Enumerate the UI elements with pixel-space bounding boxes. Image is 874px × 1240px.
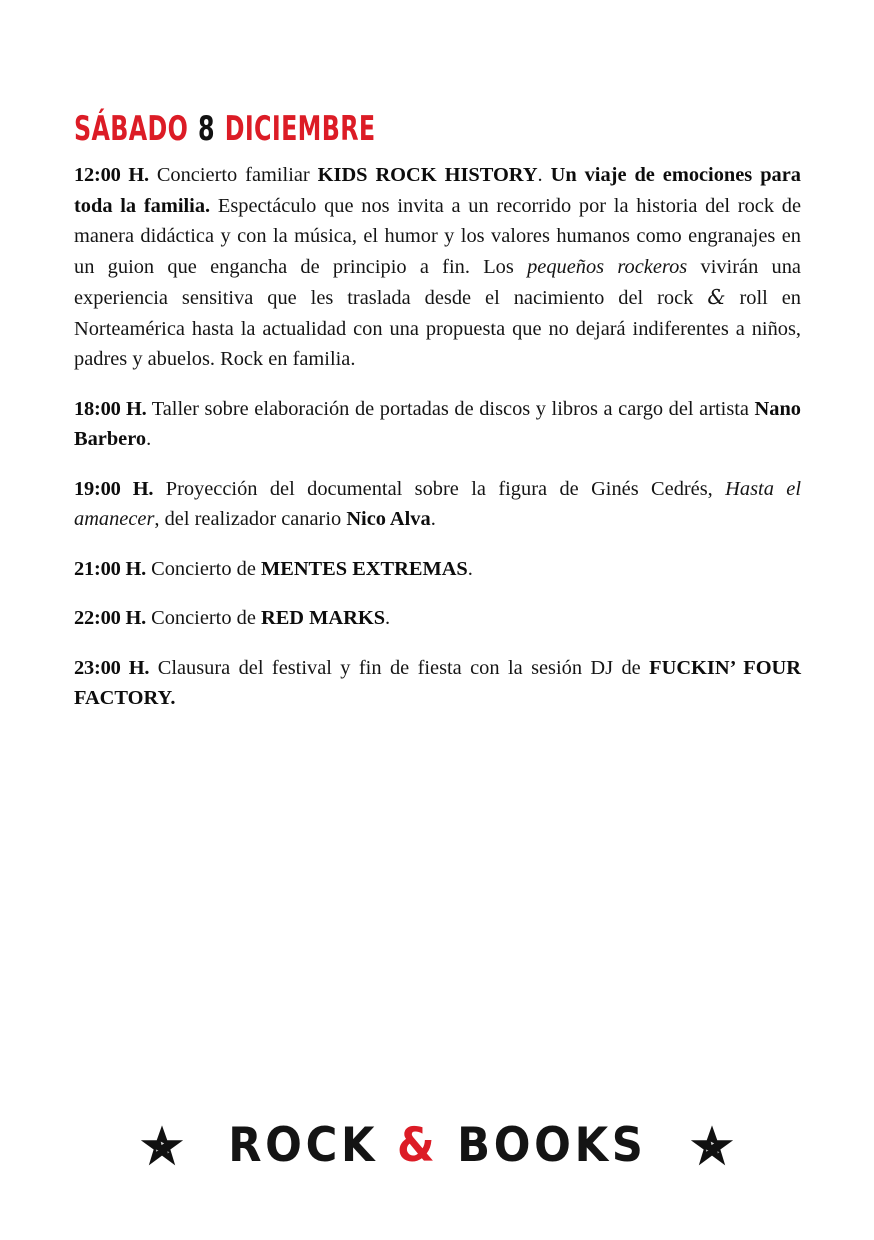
- schedule-entry: [74, 554, 801, 585]
- entry-text-normal: Taller sobre elaboración de portadas de discos y libros a cargo del artista: [146, 397, 755, 420]
- schedule-entry: [74, 474, 801, 535]
- entry-text-normal: Proyección del documental sobre la figura de Ginés Cedrés,: [153, 477, 726, 500]
- entry-time: 12:00 H.: [74, 164, 149, 186]
- entry-text-bold: RED MARKS: [260, 607, 386, 629]
- entry-text-bold: Nano Barbero: [74, 397, 802, 450]
- logo-plate: [210, 1112, 665, 1180]
- page-title: [74, 109, 375, 149]
- logo-wordmark: [227, 1118, 647, 1173]
- schedule-list: [74, 160, 801, 714]
- schedule-entry: [74, 653, 801, 714]
- entry-text-italic: Hasta el amanecer: [74, 477, 802, 530]
- entry-text-normal: , del realizador canario: [154, 508, 347, 530]
- title-day-number: 8: [198, 108, 215, 149]
- entry-text-bold: Un viaje de emociones para toda la familia.: [74, 164, 801, 217]
- entry-text-normal: Concierto familiar: [148, 164, 318, 186]
- entry-text-amp: &: [707, 285, 726, 309]
- entry-text-normal: Espectáculo que nos invita a un recorrido por la historia del rock de manera didáctica y con la música, el humor y los valores humanos como engranajes en un guion que engancha de principio a fin. Los: [74, 194, 802, 278]
- entry-text-normal: .: [537, 164, 551, 186]
- entry-text-normal: Concierto de: [146, 607, 261, 629]
- entry-text-italic: pequeños rockeros: [527, 255, 688, 278]
- entry-time: 18:00 H.: [74, 397, 147, 420]
- entry-text-normal: .: [385, 607, 391, 629]
- title-weekday: SÁBADO: [74, 108, 189, 149]
- entry-text-normal: .: [467, 557, 473, 580]
- entry-text-bold: FUCKIN’ FOUR FACTORY.: [74, 656, 802, 709]
- star-icon: [690, 1124, 734, 1168]
- entry-time: 22:00 H.: [74, 607, 147, 629]
- entry-text-bold: KIDS ROCK HISTORY: [317, 164, 538, 186]
- schedule-entry: [74, 160, 801, 375]
- entry-text-normal: .: [430, 508, 436, 530]
- entry-text-normal: Clausura del festival y fin de fiesta con la sesión DJ de: [149, 656, 650, 679]
- entry-text-bold: Nico Alva: [346, 508, 431, 530]
- logo-ampersand: &: [396, 1118, 438, 1173]
- schedule-entry: [74, 603, 801, 634]
- logo-word-books: BOOKS: [456, 1118, 647, 1173]
- entry-time: 21:00 H.: [74, 557, 147, 580]
- logo-word-rock: ROCK: [227, 1118, 378, 1173]
- title-month: DICIEMBRE: [224, 108, 376, 149]
- entry-text-normal: Concierto de: [146, 557, 261, 580]
- footer-logo: [0, 1112, 874, 1180]
- entry-text-bold: MENTES EXTREMAS: [260, 557, 468, 580]
- entry-time: 23:00 H.: [74, 656, 150, 679]
- star-icon: [140, 1124, 184, 1168]
- schedule-entry: [74, 394, 801, 455]
- entry-time: 19:00 H.: [74, 477, 154, 500]
- entry-text-normal: roll en Norteamérica hasta la actualidad con una propuesta que no dejará indiferentes a niños, padres y abuelos. Rock en familia.: [74, 287, 801, 370]
- entry-text-normal: .: [146, 428, 152, 450]
- entry-text-normal: vivirán una experiencia sensitiva que les traslada desde el nacimiento del rock: [74, 255, 801, 309]
